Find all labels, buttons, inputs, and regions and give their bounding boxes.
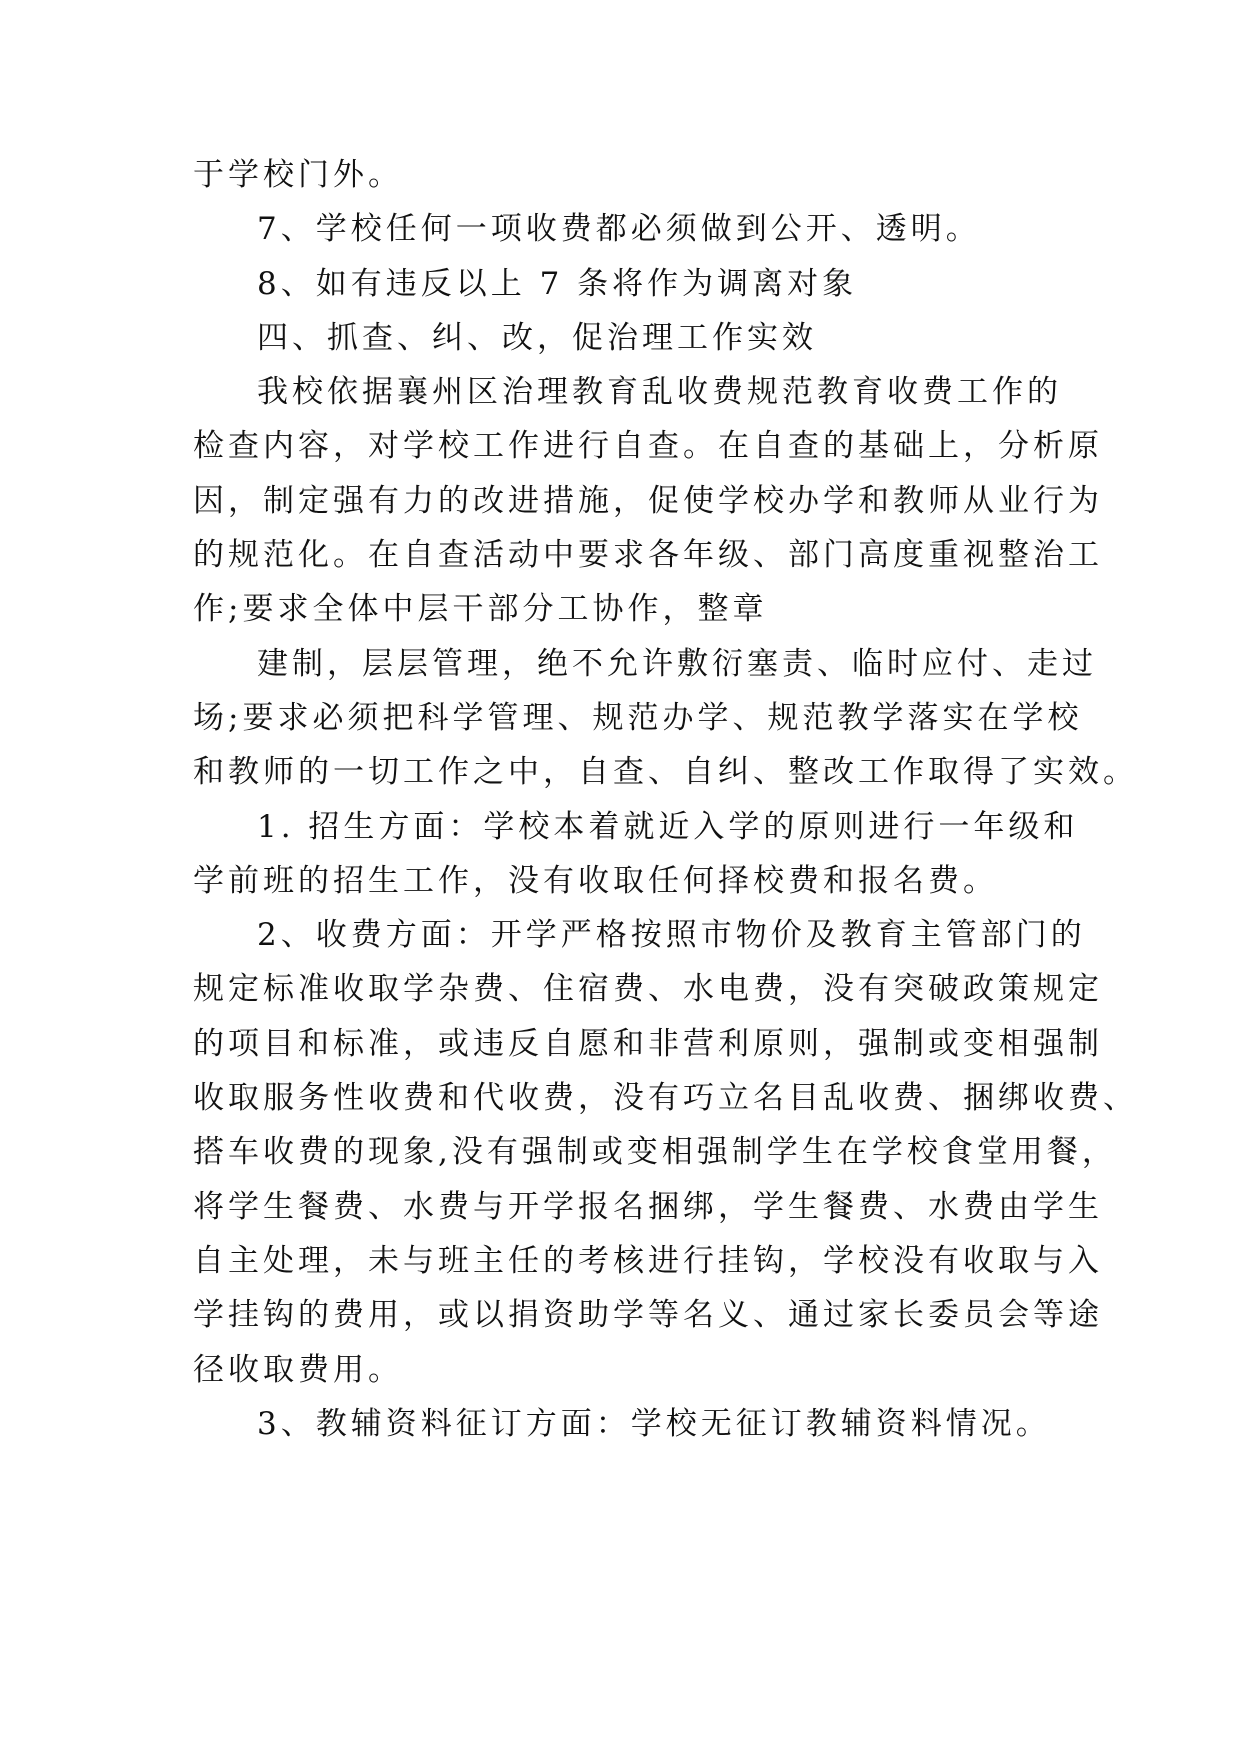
paragraph-line: 和教师的一切工作之中，自查、自纠、整改工作取得了实效。 <box>193 754 1138 791</box>
list-item-1: 1. 招生方面：学校本着就近入学的原则进行一年级和 <box>257 808 1079 845</box>
paragraph-line: 收取服务性收费和代收费，没有巧立名目乱收费、捆绑收费、 <box>193 1080 1138 1117</box>
paragraph-line: 搭车收费的现象,没有强制或变相强制学生在学校食堂用餐， <box>193 1134 1117 1171</box>
paragraph-line: 学前班的招生工作，没有收取任何择校费和报名费。 <box>193 862 998 899</box>
paragraph-line: 建制，层层管理，绝不允许敷衍塞责、临时应付、走过 <box>257 645 1097 682</box>
paragraph-line: 因，制定强有力的改进措施，促使学校办学和教师从业行为 <box>193 482 1103 519</box>
list-item-8: 8、如有违反以上 7 条将作为调离对象 <box>257 265 858 302</box>
text-line: 于学校门外。 <box>193 157 403 193</box>
paragraph-line: 作;要求全体中层干部分工协作，整章 <box>193 591 768 628</box>
document-body <box>193 148 1138 1451</box>
list-item-7: 7、学校任何一项收费都必须做到公开、透明。 <box>257 211 981 248</box>
paragraph-line: 径收取费用。 <box>193 1351 403 1388</box>
paragraph-line: 场;要求必须把科学管理、规范办学、规范教学落实在学校 <box>193 699 1083 736</box>
paragraph-line: 规定标准收取学杂费、住宿费、水电费，没有突破政策规定 <box>193 971 1103 1008</box>
list-item-3: 3、教辅资料征订方面：学校无征订教辅资料情况。 <box>257 1405 1051 1442</box>
paragraph-line: 检查内容，对学校工作进行自查。在自查的基础上，分析原 <box>193 428 1103 465</box>
paragraph-line: 将学生餐费、水费与开学报名捆绑，学生餐费、水费由学生 <box>193 1188 1103 1225</box>
section-heading: 四、抓查、纠、改，促治理工作实效 <box>257 319 817 356</box>
paragraph-line: 我校依据襄州区治理教育乱收费规范教育收费工作的 <box>257 374 1062 411</box>
list-item-2: 2、收费方面：开学严格按照市物价及教育主管部门的 <box>257 917 1086 954</box>
paragraph-line: 的规范化。在自查活动中要求各年级、部门高度重视整治工 <box>193 537 1103 574</box>
paragraph-line: 学挂钩的费用，或以捐资助学等名义、通过家长委员会等途 <box>193 1297 1103 1334</box>
paragraph-line: 自主处理，未与班主任的考核进行挂钩，学校没有收取与入 <box>193 1242 1103 1279</box>
paragraph-line: 的项目和标准，或违反自愿和非营利原则，强制或变相强制 <box>193 1025 1103 1062</box>
